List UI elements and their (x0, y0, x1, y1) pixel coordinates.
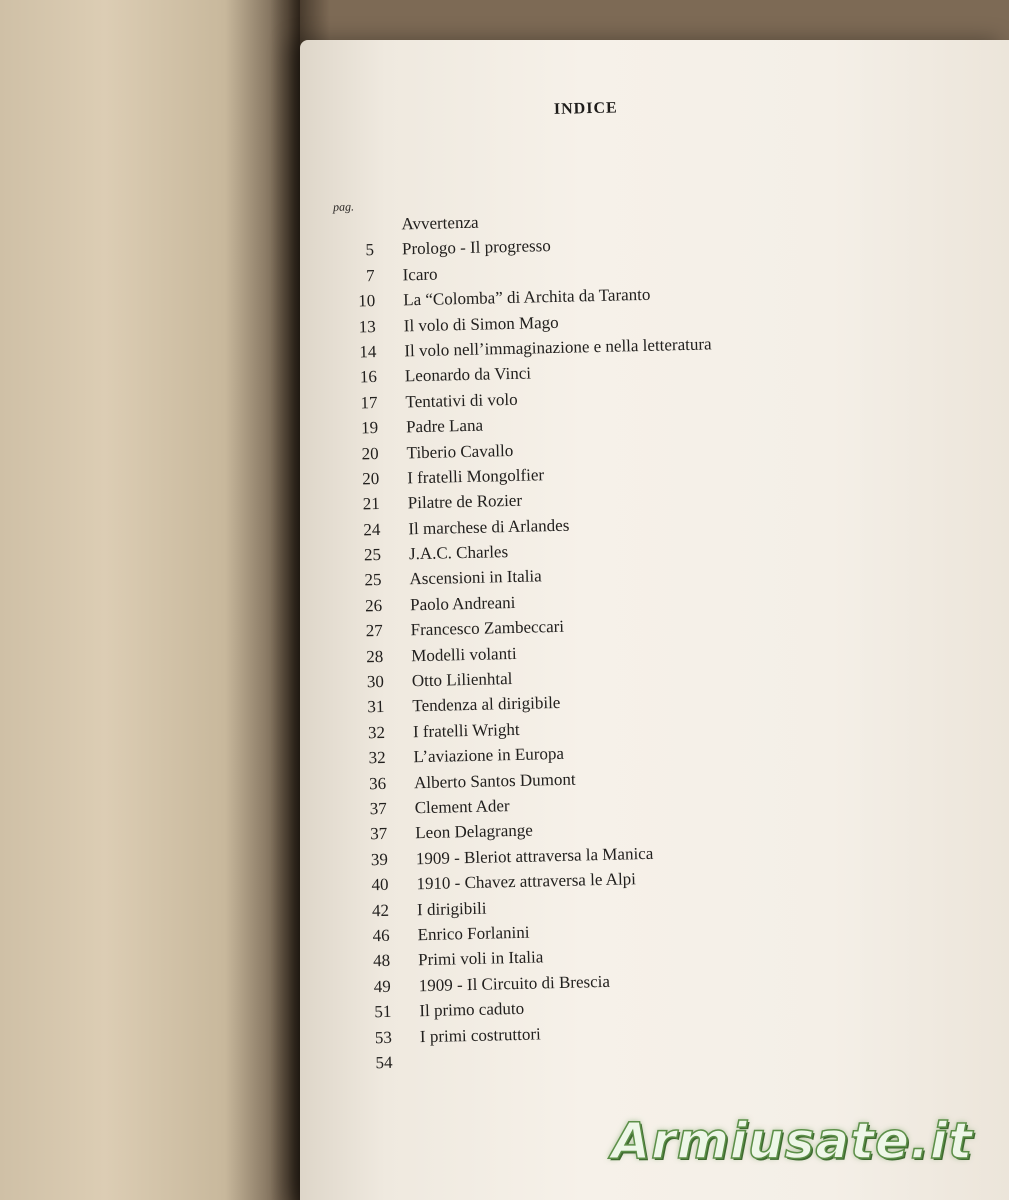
toc-page-number: 49 (373, 976, 391, 996)
toc-entry-title: Prologo - Il progresso (401, 236, 551, 259)
toc-page-number: 31 (367, 697, 385, 717)
toc-entry-title: Francesco Zambeccari (410, 617, 565, 640)
toc-page-number: 17 (360, 392, 378, 413)
toc-page-number: 13 (358, 316, 376, 336)
toc-page-number: 32 (367, 722, 386, 743)
toc-page-number: 46 (372, 925, 390, 946)
page-column-label: pag. (332, 199, 355, 214)
toc-entry-title: Primi voli in Italia (417, 947, 544, 970)
toc-page-number: 21 (362, 494, 381, 514)
toc-page-number: 54 (375, 1052, 393, 1073)
toc-entry-title: Il volo nell’immaginazione e nella letteratura (404, 334, 712, 361)
toc-entry-title: J.A.C. Charles (408, 542, 509, 564)
toc-entry-title: La “Colomba” di Archita da Taranto (402, 284, 651, 310)
toc-entry-title: Pilatre de Rozier (407, 491, 523, 513)
toc-page-number: 48 (372, 951, 391, 971)
toc-page-number: 24 (363, 519, 381, 540)
toc-page-number: 16 (359, 367, 378, 387)
toc-entry-title: I dirigibili (416, 898, 487, 919)
toc-page-number: 14 (359, 341, 377, 362)
toc-entry-title: Otto Lilienhtal (411, 669, 513, 691)
toc-page-number: 27 (365, 621, 383, 641)
toc-entry-title: Tentativi di volo (405, 389, 518, 412)
toc-page-number: 5 (365, 240, 375, 260)
index-page (300, 40, 1009, 1200)
toc-page-number: 51 (374, 1001, 392, 1022)
toc-page-number: 19 (360, 418, 379, 438)
toc-page-number: 32 (368, 748, 386, 768)
toc-page-number: 37 (370, 824, 388, 844)
toc-page-number: 26 (364, 595, 383, 616)
toc-page-number: 37 (369, 798, 387, 819)
toc-page-number: 25 (364, 570, 382, 590)
index-heading: INDICE (553, 99, 618, 118)
toc-page-number: 20 (361, 443, 379, 463)
toc-page-number: 30 (366, 671, 385, 692)
toc-page-number: 42 (371, 900, 390, 920)
left-page (0, 0, 300, 1200)
toc-entry-title: 1909 - Bleriot attraversa la Manica (415, 843, 654, 868)
toc-page-number: 28 (366, 646, 384, 666)
toc-page-number: 40 (371, 875, 389, 895)
toc-entry-title: I fratelli Wright (412, 719, 520, 742)
toc-entry-title: Il volo di Simon Mago (403, 312, 559, 335)
toc-entry-title: Clement Ader (414, 796, 510, 818)
toc-entry-title: 1909 - Il Circuito di Brescia (418, 971, 611, 995)
toc-entry-title: 1910 - Chavez attraversa le Alpi (416, 869, 637, 894)
table-of-contents (321, 204, 900, 1080)
toc-page-number: 36 (368, 773, 387, 793)
toc-entry-title: Alberto Santos Dumont (413, 769, 576, 792)
toc-page-number: 20 (362, 468, 380, 489)
toc-entry-title: Tiberio Cavallo (406, 440, 514, 462)
watermark-logo: Armiusate.it (611, 1112, 973, 1170)
toc-page-number: 53 (374, 1027, 393, 1047)
toc-entry-title: Enrico Forlanini (417, 922, 530, 945)
toc-entry-title: Leon Delagrange (415, 820, 534, 843)
toc-entry-title: Icaro (402, 264, 438, 285)
toc-page-number: 25 (363, 545, 382, 565)
toc-page-number (322, 229, 402, 231)
page-content (297, 25, 1009, 1200)
toc-entry-title: Il marchese di Arlandes (408, 515, 570, 539)
toc-entry-title: Avvertenza (401, 212, 479, 234)
toc-entry-title: Paolo Andreani (409, 592, 516, 615)
toc-entry-title: Il primo caduto (419, 998, 525, 1021)
toc-entry-title: Leonardo da Vinci (404, 363, 532, 386)
toc-entry-title: I fratelli Mongolfier (407, 465, 545, 488)
toc-page-number: 7 (365, 265, 375, 285)
toc-entry-title: Tendenza al dirigibile (412, 693, 561, 716)
toc-entry-title: Modelli volanti (411, 643, 517, 665)
toc-page-number: 10 (357, 291, 376, 311)
toc-entry-title: L’aviazione in Europa (413, 744, 565, 767)
toc-entry-title: Padre Lana (405, 415, 484, 437)
toc-page-number: 39 (370, 849, 389, 870)
toc-entry-title: Ascensioni in Italia (409, 566, 542, 589)
toc-entry-title: I primi costruttori (419, 1023, 541, 1046)
